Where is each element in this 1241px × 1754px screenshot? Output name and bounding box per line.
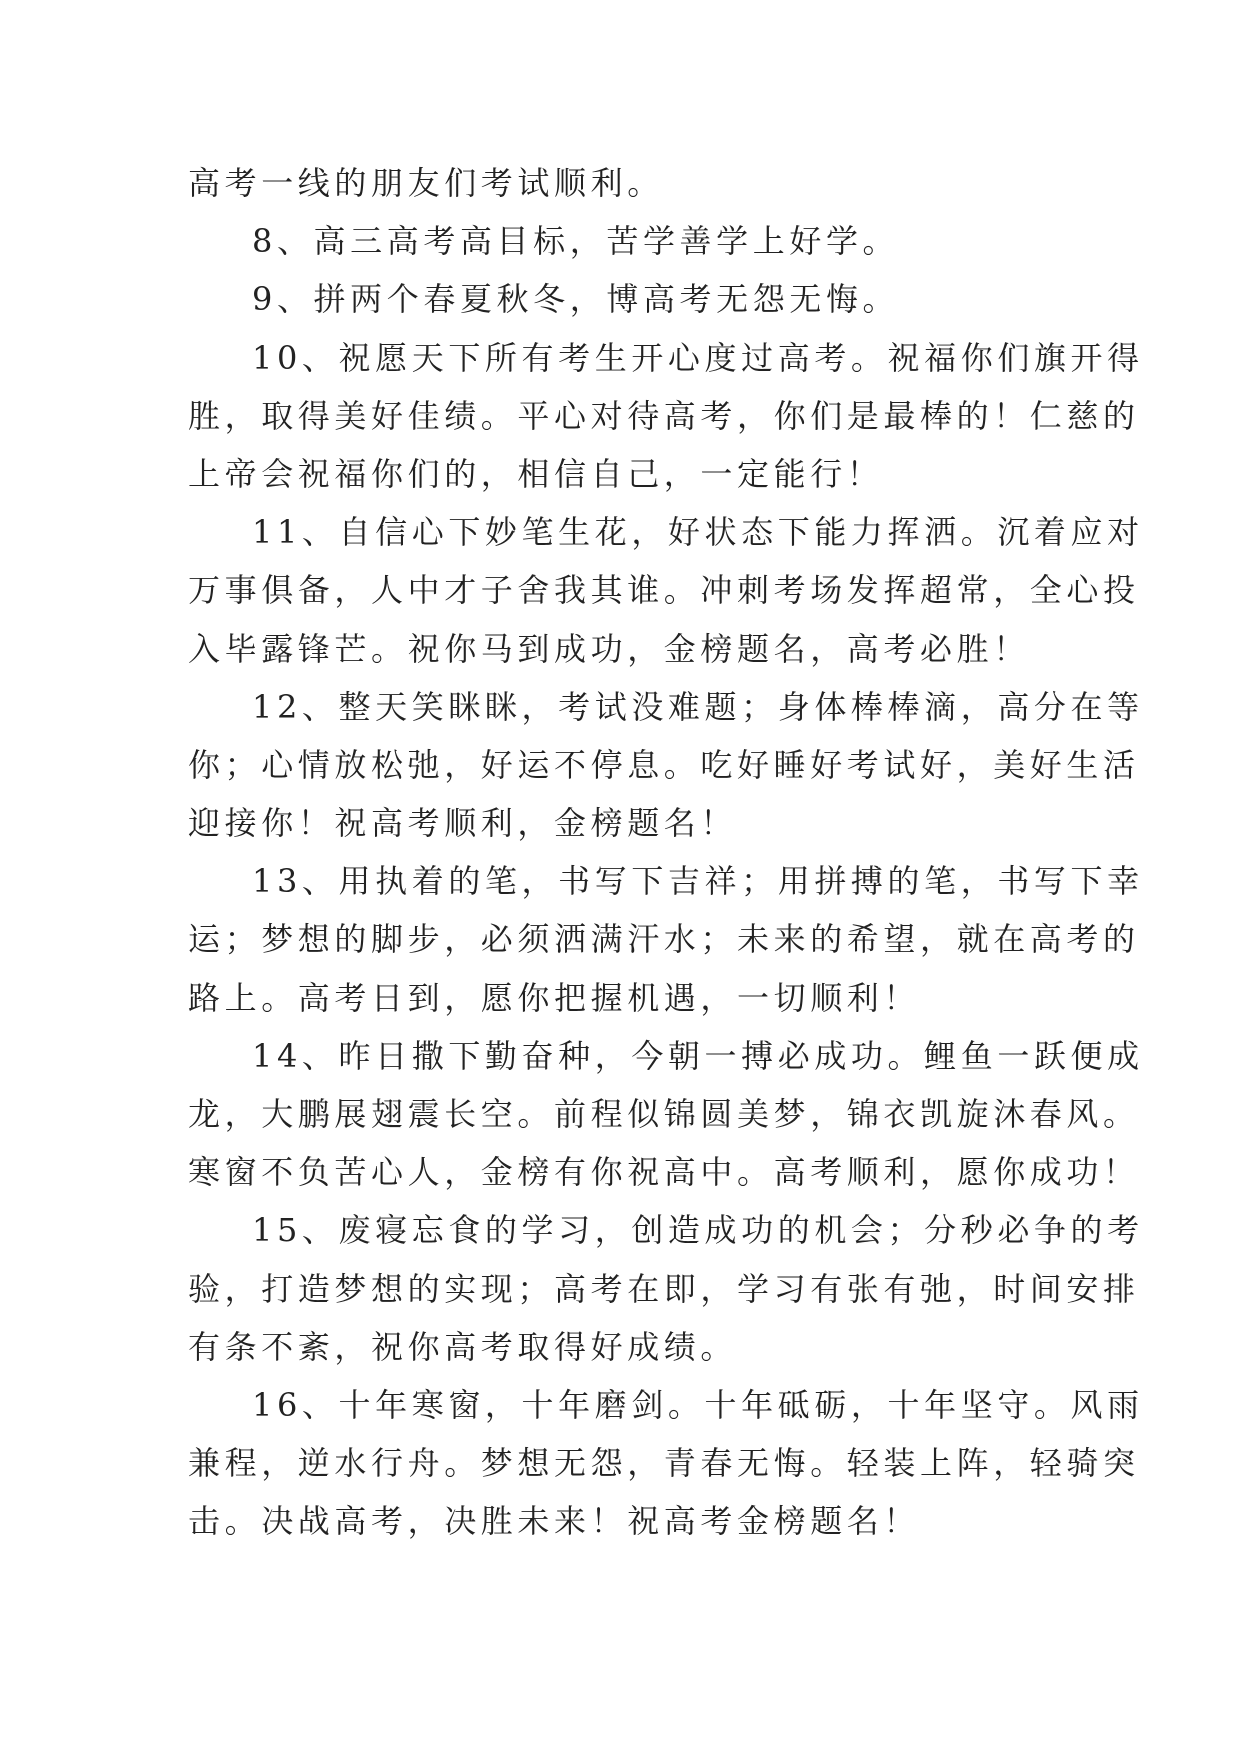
text-line: 有条不紊，祝你高考取得好成绩。	[188, 1327, 738, 1366]
text-line: 击。决战高考，决胜未来！祝高考金榜题名！	[188, 1502, 921, 1541]
text-line: 16、十年寒窗，十年磨剑。十年砥砺，十年坚守。风雨	[252, 1385, 1144, 1424]
text-line: 胜，取得美好佳绩。平心对待高考，你们是最棒的！仁慈的	[188, 396, 1140, 435]
text-line: 运；梦想的脚步，必须洒满汗水；未来的希望，就在高考的	[188, 920, 1140, 959]
text-line: 万事俱备，人中才子舍我其谁。冲刺考场发挥超常，全心投	[188, 571, 1140, 610]
text-line: 龙，大鹏展翅震长空。前程似锦圆美梦，锦衣凯旋沐春风。	[188, 1095, 1140, 1133]
text-line: 上帝会祝福你们的，相信自己，一定能行！	[188, 454, 884, 493]
document-body	[188, 154, 1144, 1551]
text-line: 8、高三高考高目标，苦学善学上好学。	[252, 222, 900, 261]
text-line: 你；心情放松弛，好运不停息。吃好睡好考试好，美好生活	[188, 745, 1140, 784]
text-line: 9、拼两个春夏秋冬，博高考无怨无悔。	[252, 280, 900, 319]
text-line: 15、废寝忘食的学习，创造成功的机会；分秒必争的考	[252, 1211, 1144, 1250]
text-line: 路上。高考日到，愿你把握机遇，一切顺利！	[188, 978, 921, 1017]
text-line: 寒窗不负苦心人，金榜有你祝高中。高考顺利，愿你成功！	[188, 1153, 1140, 1192]
text-line: 12、整天笑眯眯，考试没难题；身体棒棒滴，高分在等	[252, 687, 1144, 726]
text-line: 10、祝愿天下所有考生开心度过高考。祝福你们旗开得	[252, 338, 1144, 377]
text-line: 13、用执着的笔，书写下吉祥；用拼搏的笔，书写下幸	[252, 862, 1144, 901]
text-line: 验，打造梦想的实现；高考在即，学习有张有弛，时间安排	[188, 1269, 1140, 1308]
text-line: 高考一线的朋友们考试顺利。	[188, 164, 664, 202]
text-line: 入毕露锋芒。祝你马到成功，金榜题名，高考必胜！	[188, 629, 1030, 668]
text-line: 11、自信心下妙笔生花，好状态下能力挥洒。沉着应对	[252, 513, 1144, 552]
text-line: 迎接你！祝高考顺利，金榜题名！	[188, 804, 738, 843]
text-line: 14、昨日撒下勤奋种，今朝一搏必成功。鲤鱼一跃便成	[252, 1036, 1144, 1075]
text-line: 兼程，逆水行舟。梦想无怨，青春无悔。轻装上阵，轻骑突	[188, 1444, 1140, 1483]
